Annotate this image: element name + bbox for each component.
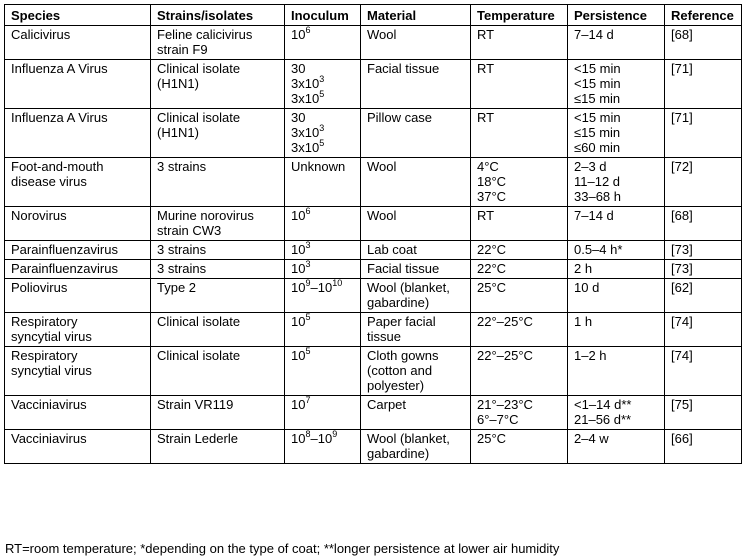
persistence-cell	[568, 60, 665, 109]
persistence-cell	[568, 279, 665, 313]
material-cell	[361, 430, 471, 464]
strain-cell-line: Strain Lederle	[157, 431, 238, 446]
temperature-cell	[471, 60, 568, 109]
reference-cell: [71]	[665, 109, 742, 158]
reference-cell: [75]	[665, 396, 742, 430]
persistence-cell-line: 1–2 h	[574, 348, 607, 363]
species-cell-line: Calicivirus	[11, 27, 71, 42]
material-cell-line: gabardine)	[367, 295, 430, 310]
table-row	[5, 430, 742, 464]
species-cell	[5, 430, 151, 464]
material-cell	[361, 60, 471, 109]
inoculum-base: 3x10	[291, 140, 320, 155]
header-row	[5, 5, 742, 26]
species-cell	[5, 241, 151, 260]
inoculum-line	[291, 205, 354, 223]
table-row	[5, 396, 742, 430]
persistence-cell-line: 7–14 d	[574, 208, 614, 223]
inoculum-exponent: 7	[305, 394, 311, 405]
inoculum-cell	[285, 260, 361, 279]
strain-cell-line: 3 strains	[157, 261, 207, 276]
material-cell	[361, 158, 471, 207]
table-row	[5, 60, 742, 109]
persistence-cell	[568, 26, 665, 60]
inoculum-exponent: 3	[305, 258, 311, 269]
material-cell-line: Wool	[367, 208, 397, 223]
inoculum-line	[291, 239, 354, 257]
strain-cell-line: Clinical isolate	[157, 61, 241, 76]
material-cell-line: Wool	[367, 159, 397, 174]
temperature-cell	[471, 241, 568, 260]
persistence-cell-line: 11–12 d	[574, 174, 621, 189]
inoculum-exponent: 5	[319, 137, 325, 148]
inoculum-line	[291, 159, 354, 174]
material-cell-line: Facial tissue	[367, 61, 440, 76]
inoculum-base: 3x10	[291, 76, 320, 91]
persistence-cell-line: ≤15 min	[574, 125, 621, 140]
strain-cell-line: strain F9	[157, 42, 208, 57]
persistence-cell-line: ≤15 min	[574, 91, 621, 106]
table-row	[5, 207, 742, 241]
material-cell-line: polyester)	[367, 378, 425, 393]
inoculum-base: 10	[291, 348, 306, 363]
species-cell-line: syncytial virus	[11, 363, 92, 378]
material-cell-line: Lab coat	[367, 242, 417, 257]
material-cell-line: Cloth gowns	[367, 348, 439, 363]
inoculum-cell	[285, 241, 361, 260]
header-inoculum: Inoculum	[285, 5, 361, 26]
header-temperature: Temperature	[471, 5, 568, 26]
inoculum-base: 30	[291, 110, 306, 125]
inoculum-base: –10	[310, 280, 333, 295]
species-cell	[5, 313, 151, 347]
persistence-cell	[568, 396, 665, 430]
temperature-cell-line: 22°C	[477, 242, 507, 257]
table-row	[5, 347, 742, 396]
inoculum-exponent: 9	[332, 428, 338, 439]
persistence-cell-line: 10 d	[574, 280, 600, 295]
strain-cell-line: Strain VR119	[157, 397, 234, 412]
inoculum-exponent: 10	[332, 277, 343, 288]
persistence-table	[4, 4, 742, 464]
strain-cell	[151, 109, 285, 158]
inoculum-line	[291, 428, 354, 446]
species-cell	[5, 109, 151, 158]
material-cell	[361, 396, 471, 430]
inoculum-base: 10	[291, 314, 306, 329]
species-cell	[5, 260, 151, 279]
strain-cell-line: (H1N1)	[157, 76, 199, 91]
reference-cell: [72]	[665, 158, 742, 207]
inoculum-base: 30	[291, 61, 306, 76]
inoculum-cell	[285, 60, 361, 109]
reference-cell: [71]	[665, 60, 742, 109]
persistence-cell	[568, 207, 665, 241]
persistence-cell-line: <15 min	[574, 61, 621, 76]
temperature-cell-line: RT	[477, 61, 495, 76]
inoculum-cell	[285, 279, 361, 313]
strain-cell-line: Murine norovirus	[157, 208, 254, 223]
material-cell-line: (cotton and	[367, 363, 433, 378]
persistence-cell	[568, 430, 665, 464]
strain-cell-line: Clinical isolate	[157, 314, 241, 329]
persistence-cell	[568, 158, 665, 207]
table-row	[5, 279, 742, 313]
inoculum-exponent: 9	[305, 277, 311, 288]
table-row	[5, 241, 742, 260]
inoculum-cell	[285, 26, 361, 60]
inoculum-cell	[285, 313, 361, 347]
temperature-cell	[471, 313, 568, 347]
strain-cell	[151, 279, 285, 313]
persistence-cell-line: 33–68 h	[574, 189, 621, 204]
inoculum-exponent: 5	[305, 311, 311, 322]
table-row	[5, 109, 742, 158]
species-cell-line: Respiratory	[11, 314, 78, 329]
inoculum-base: 10	[291, 242, 306, 257]
inoculum-cell	[285, 109, 361, 158]
temperature-cell-line: 6°–7°C	[477, 412, 519, 427]
temperature-cell	[471, 26, 568, 60]
reference-cell: [66]	[665, 430, 742, 464]
inoculum-exponent: 8	[305, 428, 311, 439]
temperature-cell	[471, 347, 568, 396]
material-cell	[361, 26, 471, 60]
persistence-cell-line: 21–56 d**	[574, 412, 632, 427]
temperature-cell	[471, 207, 568, 241]
reference-cell: [62]	[665, 279, 742, 313]
species-cell-line: syncytial virus	[11, 329, 92, 344]
species-cell	[5, 26, 151, 60]
species-cell-line: Respiratory	[11, 348, 78, 363]
inoculum-cell	[285, 207, 361, 241]
material-cell	[361, 109, 471, 158]
temperature-cell-line: 4°C	[477, 159, 499, 174]
inoculum-base: Unknown	[291, 159, 346, 174]
inoculum-exponent: 5	[305, 345, 311, 356]
reference-cell: [68]	[665, 26, 742, 60]
inoculum-line	[291, 88, 354, 106]
material-cell-line: Pillow case	[367, 110, 433, 125]
inoculum-base: 10	[291, 27, 306, 42]
header-strains: Strains/isolates	[151, 5, 285, 26]
material-cell-line: Paper facial	[367, 314, 436, 329]
material-cell-line: Wool	[367, 27, 397, 42]
strain-cell	[151, 260, 285, 279]
table-row	[5, 26, 742, 60]
temperature-cell-line: 25°C	[477, 280, 507, 295]
persistence-cell-line: 0.5–4 h*	[574, 242, 623, 257]
species-cell-line: Foot-and-mouth	[11, 159, 104, 174]
strain-cell	[151, 347, 285, 396]
inoculum-base: 3x10	[291, 125, 320, 140]
strain-cell	[151, 158, 285, 207]
inoculum-base: –10	[310, 431, 333, 446]
header-reference: Reference	[665, 5, 742, 26]
material-cell	[361, 241, 471, 260]
species-cell-line: Vacciniavirus	[11, 397, 87, 412]
inoculum-base: 3x10	[291, 91, 320, 106]
persistence-cell-line: ≤60 min	[574, 140, 621, 155]
temperature-cell	[471, 396, 568, 430]
species-cell-line: Vacciniavirus	[11, 431, 87, 446]
material-cell-line: Wool (blanket,	[367, 431, 450, 446]
temperature-cell-line: RT	[477, 27, 495, 42]
temperature-cell	[471, 158, 568, 207]
species-cell	[5, 279, 151, 313]
strain-cell	[151, 396, 285, 430]
strain-cell	[151, 26, 285, 60]
header-species: Species	[5, 5, 151, 26]
persistence-cell-line: <15 min	[574, 110, 621, 125]
strain-cell-line: Clinical isolate	[157, 348, 241, 363]
strain-cell	[151, 207, 285, 241]
strain-cell-line: Clinical isolate	[157, 110, 241, 125]
reference-cell: [73]	[665, 260, 742, 279]
species-cell	[5, 60, 151, 109]
temperature-cell-line: 21°–23°C	[477, 397, 533, 412]
data-table-container	[4, 4, 742, 464]
inoculum-line	[291, 258, 354, 276]
strain-cell-line: (H1N1)	[157, 125, 199, 140]
material-cell-line: Facial tissue	[367, 261, 440, 276]
inoculum-line	[291, 345, 354, 363]
table-body	[5, 26, 742, 464]
temperature-cell-line: 22°–25°C	[477, 348, 533, 363]
temperature-cell-line: 37°C	[477, 189, 507, 204]
strain-cell	[151, 313, 285, 347]
temperature-cell-line: RT	[477, 208, 495, 223]
inoculum-cell	[285, 430, 361, 464]
table-row	[5, 158, 742, 207]
temperature-cell	[471, 279, 568, 313]
inoculum-exponent: 3	[319, 122, 325, 133]
species-cell-line: Poliovirus	[11, 280, 68, 295]
strain-cell	[151, 430, 285, 464]
inoculum-exponent: 6	[305, 205, 311, 216]
persistence-cell-line: <15 min	[574, 76, 621, 91]
species-cell	[5, 207, 151, 241]
species-cell-line: Parainfluenzavirus	[11, 242, 118, 257]
header-material: Material	[361, 5, 471, 26]
material-cell	[361, 260, 471, 279]
persistence-cell-line: 1 h	[574, 314, 593, 329]
inoculum-line	[291, 311, 354, 329]
species-cell-line: disease virus	[11, 174, 87, 189]
persistence-cell	[568, 313, 665, 347]
persistence-cell-line: 7–14 d	[574, 27, 614, 42]
material-cell-line: gabardine)	[367, 446, 430, 461]
temperature-cell	[471, 430, 568, 464]
species-cell-line: Parainfluenzavirus	[11, 261, 118, 276]
inoculum-line	[291, 394, 354, 412]
species-cell	[5, 158, 151, 207]
persistence-cell	[568, 347, 665, 396]
persistence-cell	[568, 241, 665, 260]
inoculum-base: 10	[291, 431, 306, 446]
strain-cell	[151, 241, 285, 260]
material-cell-line: tissue	[367, 329, 401, 344]
temperature-cell-line: 25°C	[477, 431, 507, 446]
persistence-cell-line: <1–14 d**	[574, 397, 632, 412]
material-cell	[361, 207, 471, 241]
temperature-cell	[471, 260, 568, 279]
species-cell-line: Influenza A Virus	[11, 110, 108, 125]
persistence-cell-line: 2–4 w	[574, 431, 609, 446]
inoculum-exponent: 3	[319, 73, 325, 84]
inoculum-base: 10	[291, 261, 306, 276]
inoculum-cell	[285, 158, 361, 207]
material-cell	[361, 347, 471, 396]
species-cell	[5, 347, 151, 396]
reference-cell: [74]	[665, 313, 742, 347]
strain-cell-line: strain CW3	[157, 223, 222, 238]
material-cell-line: Wool (blanket,	[367, 280, 450, 295]
temperature-cell-line: 22°–25°C	[477, 314, 533, 329]
temperature-cell-line: 22°C	[477, 261, 507, 276]
table-row	[5, 313, 742, 347]
inoculum-cell	[285, 347, 361, 396]
material-cell-line: Carpet	[367, 397, 407, 412]
inoculum-line	[291, 277, 354, 295]
strain-cell-line: 3 strains	[157, 159, 207, 174]
material-cell	[361, 313, 471, 347]
inoculum-base: 10	[291, 280, 306, 295]
species-cell	[5, 396, 151, 430]
reference-cell: [73]	[665, 241, 742, 260]
temperature-cell-line: RT	[477, 110, 495, 125]
inoculum-line	[291, 24, 354, 42]
persistence-cell	[568, 109, 665, 158]
temperature-cell	[471, 109, 568, 158]
material-cell	[361, 279, 471, 313]
table-footnote: RT=room temperature; *depending on the type of coat; **longer persistence at lower air humidity	[5, 541, 560, 556]
persistence-cell	[568, 260, 665, 279]
inoculum-cell	[285, 396, 361, 430]
table-row	[5, 260, 742, 279]
persistence-cell-line: 2 h	[574, 261, 593, 276]
reference-cell: [74]	[665, 347, 742, 396]
species-cell-line: Influenza A Virus	[11, 61, 108, 76]
species-cell-line: Norovirus	[11, 208, 67, 223]
inoculum-exponent: 5	[319, 88, 325, 99]
strain-cell-line: 3 strains	[157, 242, 207, 257]
persistence-cell-line: 2–3 d	[574, 159, 607, 174]
inoculum-line	[291, 137, 354, 155]
header-persistence: Persistence	[568, 5, 665, 26]
strain-cell-line: Feline calicivirus	[157, 27, 253, 42]
inoculum-exponent: 6	[305, 24, 311, 35]
strain-cell	[151, 60, 285, 109]
reference-cell: [68]	[665, 207, 742, 241]
strain-cell-line: Type 2	[157, 280, 197, 295]
inoculum-base: 10	[291, 208, 306, 223]
inoculum-base: 10	[291, 397, 306, 412]
temperature-cell-line: 18°C	[477, 174, 507, 189]
inoculum-exponent: 3	[305, 239, 311, 250]
